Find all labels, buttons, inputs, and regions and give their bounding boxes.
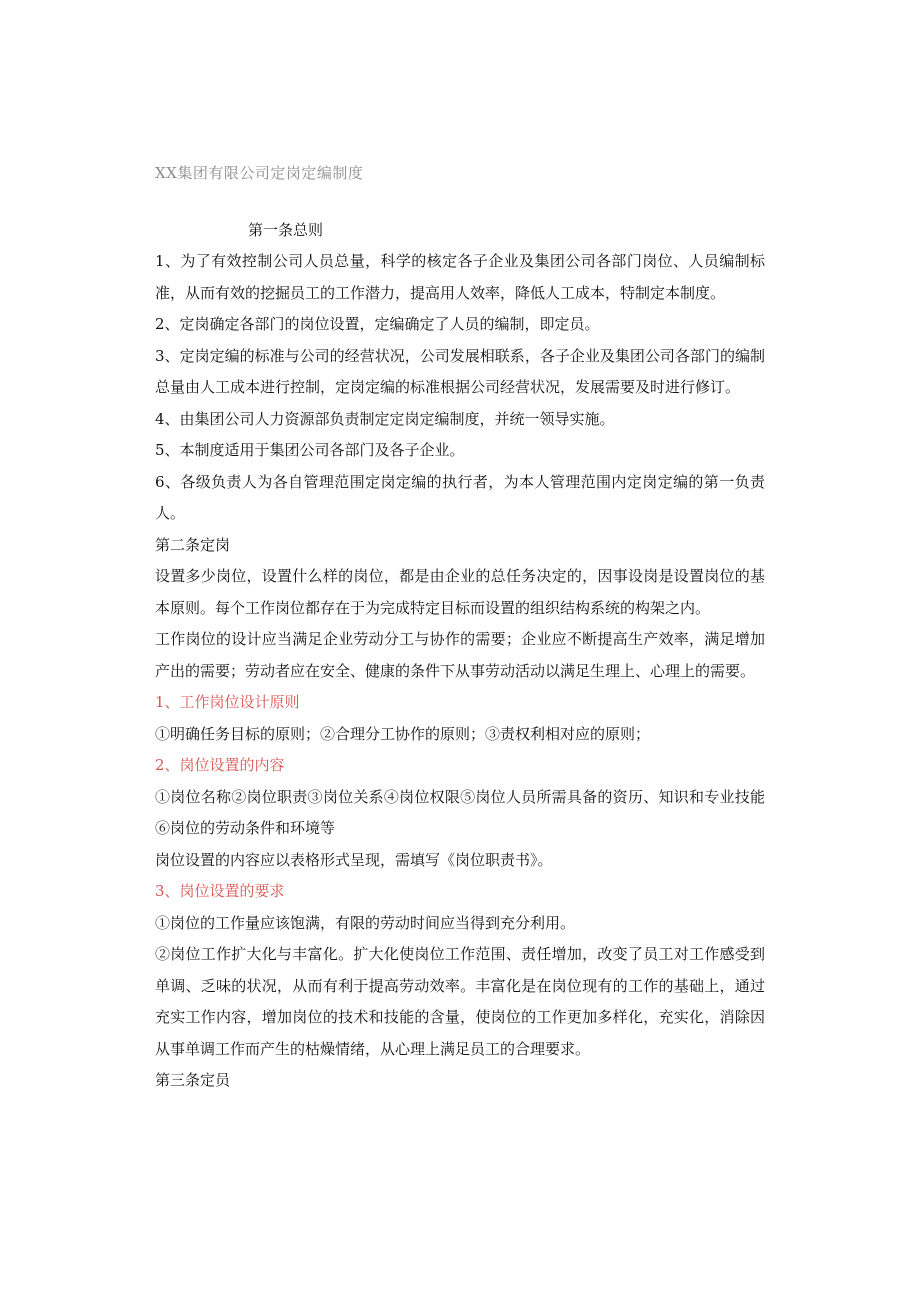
- position-content-text-1: ①岗位名称②岗位职责③岗位关系④岗位权限⑤岗位人员所需具备的资历、知识和专业技能⑥岗位的劳动条件和环境等: [155, 787, 765, 837]
- article3-heading: 第三条定员: [155, 1071, 231, 1089]
- article1-item-3: 3、定岗定编的标准与公司的经营状况，公司发展相联系，各子企业及集团公司各部门的编制总量由人工成本进行控制，定岗定编的标准根据公司经营状况，发展需要及时进行修订。: [155, 346, 765, 396]
- position-requirements-text-1: ①岗位的工作量应该饱满，有限的劳动时间应当得到充分利用。: [155, 913, 576, 932]
- article1-item-1: 1、为了有效控制公司人员总量，科学的核定各子企业及集团公司各部门岗位、人员编制标准，从而有效的挖掘员工的工作潜力，提高用人效率，降低人工成本，特制定本制度。: [155, 252, 765, 302]
- article1-item-4: 4、由集团公司人力资源部负责制定定岗定编制度，并统一领导实施。: [155, 409, 615, 428]
- design-principles-text: ①明确任务目标的原则；②合理分工协作的原则；③责权利相对应的原则；: [155, 724, 651, 743]
- article1-item-2: 2、定岗确定各部门的岗位设置，定编确定了人员的编制，即定员。: [155, 315, 600, 333]
- subsection-heading-position-content: 2、岗位设置的内容: [155, 756, 285, 774]
- position-requirements-text-2: ②岗位工作扩大化与丰富化。扩大化使岗位工作范围、责任增加，改变了员工对工作感受到单调、乏味的状况，从而有利于提高劳动效率。丰富化是在岗位现有的工作的基础上，通过充实工作内容，增加岗位的技术和技能的含量，使岗位的工作更加多样化，充实化，消除因从事单调工作而产生的枯燥情绪，从心理上满足员工的合理要求。: [155, 945, 765, 1058]
- subsection-heading-position-requirements: 3、岗位设置的要求: [155, 882, 285, 900]
- article2-intro-1: 设置多少岗位，设置什么样的岗位，都是由企业的总任务决定的，因事设岗是设置岗位的基本原则。每个工作岗位都存在于为完成特定目标而设置的组织结构系统的构架之内。: [155, 567, 765, 617]
- article1-heading: 第一条总则: [248, 221, 324, 239]
- position-content-text-2: 岗位设置的内容应以表格形式呈现，需填写《岗位职责书》。: [155, 850, 553, 869]
- document-body: [155, 246, 765, 1097]
- article1-item-6: 6、各级负责人为各自管理范围定岗定编的执行者，为本人管理范围内定岗定编的第一负责人。: [155, 472, 765, 522]
- document-title: XX集团有限公司定岗定编制度: [155, 164, 364, 182]
- article2-heading: 第二条定岗: [155, 535, 231, 554]
- article2-intro-2: 工作岗位的设计应当满足企业劳动分工与协作的需要；企业应不断提高生产效率，满足增加产出的需要；劳动者应在安全、健康的条件下从事劳动活动以满足生理上、心理上的需要。: [155, 630, 765, 680]
- article1-item-5: 5、本制度适用于集团公司各部门及各子企业。: [155, 441, 465, 459]
- subsection-heading-design-principles: 1、工作岗位设计原则: [155, 693, 300, 711]
